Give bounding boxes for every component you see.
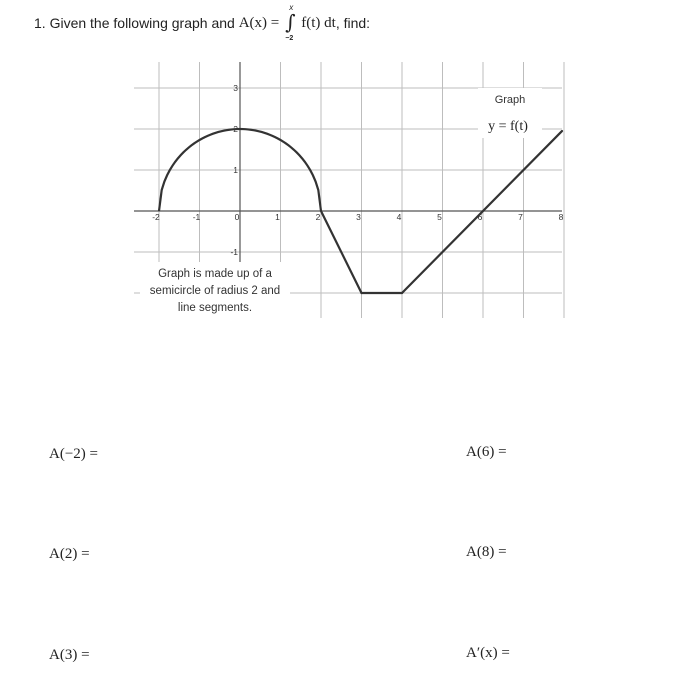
y-tick-label: 3 — [233, 83, 238, 93]
legend-equation: y = f(t) — [488, 119, 528, 134]
graph-caption — [140, 262, 290, 318]
y-tick-label: 1 — [233, 165, 238, 175]
function-definition: A(x) = — [238, 14, 280, 31]
integrand: f(t) dt — [301, 14, 336, 31]
caption-line-3: line segments. — [177, 302, 253, 314]
x-tick-label: 7 — [518, 212, 523, 222]
caption-line-1: Graph is made up of a — [158, 268, 272, 280]
answer-a-prime: A′(x) = — [466, 645, 510, 661]
answer-a-6: A(6) = — [466, 444, 507, 460]
x-tick-label: -2 — [152, 212, 160, 222]
legend-title: Graph — [494, 94, 526, 106]
x-tick-label: 3 — [356, 212, 361, 222]
question-suffix: , find: — [335, 15, 371, 31]
x-tick-label: -1 — [192, 212, 201, 222]
x-tick-label: 6 — [477, 212, 483, 222]
integral-symbol-icon: ∫ — [285, 10, 296, 34]
answer-a-2: A(2) = — [49, 546, 90, 562]
graph-legend — [478, 88, 542, 138]
question-number: 1. — [34, 15, 46, 31]
y-tick-label: -1 — [230, 247, 238, 257]
x-tick-label: 1 — [275, 212, 280, 222]
x-tick-label: 0 — [234, 212, 240, 222]
x-tick-label: 4 — [396, 212, 402, 222]
answer-a-8: A(8) = — [466, 544, 507, 560]
line-segment — [402, 131, 562, 293]
answer-a-3: A(3) = — [49, 647, 90, 663]
integral-lower-limit: −2 — [285, 35, 294, 42]
question-intro: Given the following graph and — [49, 15, 235, 31]
x-tick-label: 2 — [315, 212, 321, 222]
caption-line-2: semicircle of radius 2 and — [149, 285, 281, 297]
y-tick-label: 2 — [233, 124, 238, 134]
answer-a-neg2: A(−2) = — [49, 446, 98, 462]
integral-upper-limit: x — [289, 3, 294, 12]
x-tick-label: 5 — [437, 212, 442, 222]
x-tick-label: 8 — [558, 212, 564, 222]
